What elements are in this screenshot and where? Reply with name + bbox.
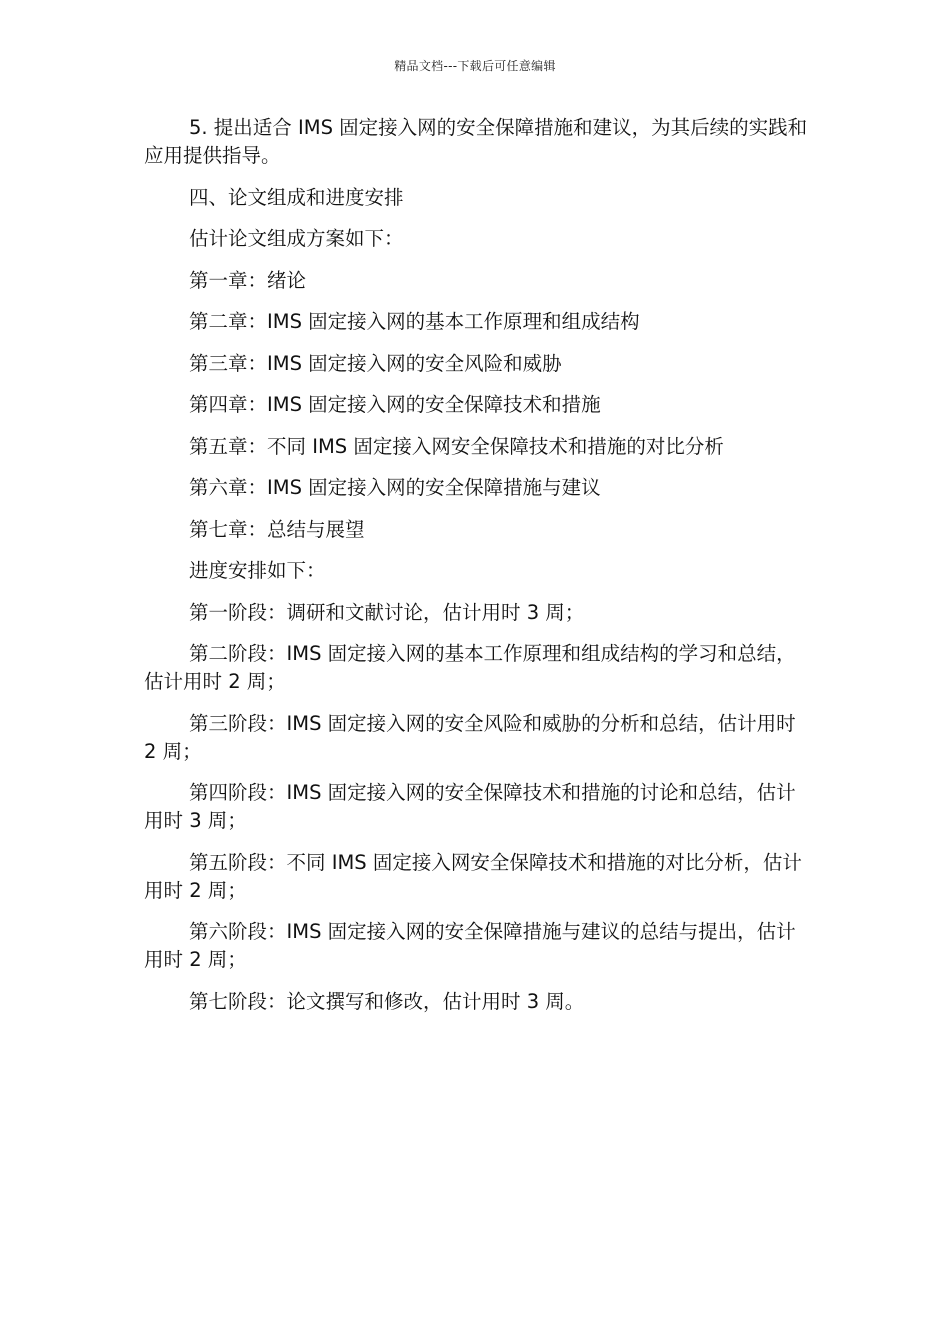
chapter-item: 第七章：总结与展望 (189, 517, 365, 541)
schedule-item: 第三阶段：IMS 固定接入网的安全风险和威胁的分析和总结，估计用时 2 周； (144, 711, 796, 763)
schedule-item: 第一阶段：调研和文献讨论，估计用时 3 周； (189, 600, 585, 624)
chapter-item: 第五章：不同 IMS 固定接入网安全保障技术和措施的对比分析 (189, 434, 724, 458)
page-header: 精品文档---下载后可任意编辑 (394, 59, 556, 73)
paragraph-objective-5: 5. 提出适合 IMS 固定接入网的安全保障措施和建议，为其后续的实践和应用提供指导。 (144, 116, 808, 167)
paragraph-schedule-intro: 进度安排如下： (189, 559, 326, 582)
chapter-item: 第四章：IMS 固定接入网的安全保障技术和措施 (189, 393, 601, 416)
chapter-item: 第二章：IMS 固定接入网的基本工作原理和组成结构 (189, 310, 640, 333)
chapter-item: 第一章：绪论 (189, 268, 307, 292)
paragraph-structure-intro: 估计论文组成方案如下： (189, 227, 404, 250)
schedule-item: 第二阶段：IMS 固定接入网的基本工作原理和组成结构的学习和总结，估计用时 2 周； (144, 642, 796, 693)
section-heading: 四、论文组成和进度安排 (189, 185, 404, 209)
chapter-item: 第三章：IMS 固定接入网的安全风险和威胁 (189, 351, 562, 375)
chapter-item: 第六章：IMS 固定接入网的安全保障措施与建议 (189, 476, 601, 499)
schedule-item: 第五阶段：不同 IMS 固定接入网安全保障技术和措施的对比分析，估计用时 2 周； (144, 850, 802, 902)
schedule-item: 第六阶段：IMS 固定接入网的安全保障措施与建议的总结与提出，估计用时 2 周； (144, 920, 796, 971)
document-body (144, 114, 808, 1029)
schedule-item: 第七阶段：论文撰写和修改，估计用时 3 周。 (189, 989, 585, 1013)
schedule-item: 第四阶段：IMS 固定接入网的安全保障技术和措施的讨论和总结，估计用时 3 周； (144, 781, 796, 832)
